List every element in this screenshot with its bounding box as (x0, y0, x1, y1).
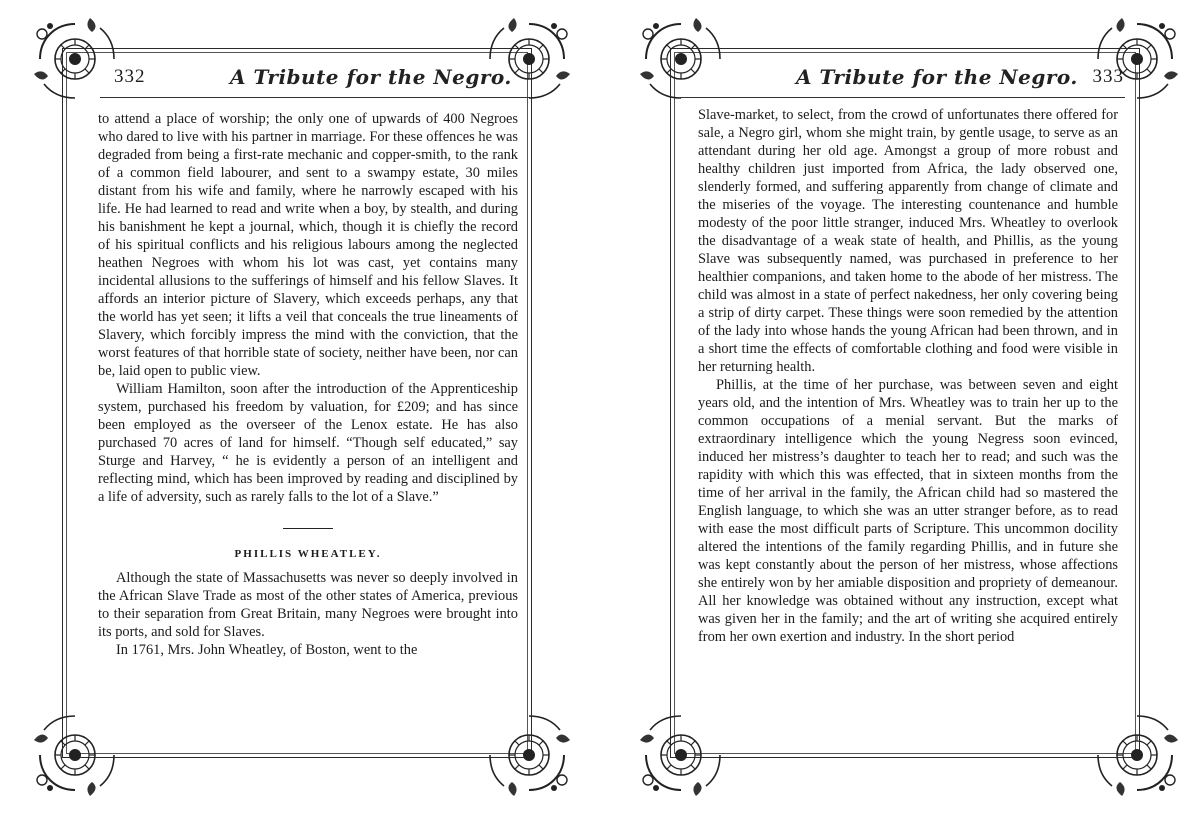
header-rule (100, 97, 530, 98)
page-number: 332 (114, 66, 146, 87)
page-number: 333 (1092, 66, 1124, 87)
paragraph: Although the state of Massachusetts was never so deeply involved in the African Slave Trade as most of the other states of America, previous to their separation from Great Britain, many Negroes were brought into its ports, and sold for Slaves. (98, 570, 518, 640)
corner-ornament-icon (30, 14, 120, 104)
right-page (600, 0, 1200, 816)
running-head (110, 52, 520, 102)
paragraph: Slave-market, to select, from the crowd of unfortunates there offered for sale, a Negro girl, whom she might train, by gentle usage, to serve as an attendant during her old age. Amongst a group of more robust and healthy children just imported from Africa, the lady observed one, slenderly formed, and suffering apparently from change of climate and the miseries of the voyage. The interesting countenance and humble modesty of the poor little stranger, induced Mrs. Wheatley to overlook the disadvantage of a weak state of health, and Phillis, as the young Slave was subsequently named, was purchased in preference to her healthier companions, and taken home to the abode of her mistress. The child was almost in a state of perfect nakedness, her only covering being a strip of dirty carpet. These things were soon remedied by the attention of the lady into whose hands the young African had been thrown, and in a short time the effects of comfortable clothing and food were visible in her returning health. (698, 107, 1118, 375)
paragraph: to attend a place of worship; the only one of upwards of 400 Negroes who dared to live with his partner in marriage. For these offences he was degraded from being a first-rate mechanic and copper-smith, to the rank of a common field labourer, and sent to a swampy estate, 30 miles distant from his wife and family, where he narrowly escaped with his life. He had learned to read and write when a boy, by stealth, and during his banishment he kept a journal, which, though it is chiefly the record of his spiritual conflicts and his religious labours among the neglected heathen Negroes with whom his lot was cast, yet contains many incidental allusions to the sufferings of himself and his fellow Slaves. It affords an interior picture of Slavery, which exceeds perhaps, any that the world has yet seen; it lifts a veil that conceals the true lineaments of Slavery, which forcibly impress the mind with the conviction, that the worst features of that horrible state of society, neither have been, nor can be, laid open to public view. (98, 111, 518, 379)
running-head (678, 52, 1124, 102)
running-title: A Tribute for the Negro. (796, 65, 1078, 89)
corner-ornament-icon (1092, 14, 1182, 104)
corner-ornament-icon (1092, 710, 1182, 800)
page-body (98, 110, 518, 659)
paragraph: William Hamilton, soon after the introduction of the Apprenticeship system, purchased his freedom by valuation, for £209; and has since been employed as the overseer of the Lenox estate. He has also purchased 70 acres of land for himself. “Though self educated,” say Sturge and Harvey, “ he is evidently a person of an intelligent and reflecting mind, which has been improved by reading and disciplined by a life of adversity, such as rarely falls to the lot of a Slave.” (98, 381, 518, 505)
paragraph: In 1761, Mrs. John Wheatley, of Boston, went to the (116, 642, 418, 658)
corner-ornament-icon (30, 710, 120, 800)
header-rule (680, 97, 1125, 98)
section-divider (283, 528, 333, 529)
corner-ornament-icon (484, 710, 574, 800)
running-title: A Tribute for the Negro. (230, 65, 512, 89)
corner-ornament-icon (636, 710, 726, 800)
paragraph: Phillis, at the time of her purchase, was between seven and eight years old, and the intention of Mrs. Wheatley was to train her up to the common occupations of a menial servant. But the marks of extraordinary intelligence which the young Negress soon evinced, induced her mistress’s daughter to teach her to read; and such was the rapidity with which this was effected, that in sixteen months from the time of her arrival in the family, the African child had so mastered the English language, to which she was an utter stranger before, as to read with ease the most difficult parts of Scripture. This uncommon docility altered the intentions of the family regarding Phillis, and in future she was kept constantly about the person of her mistress, whose affections she entirely won by her amiable disposition and propriety of demeanour. All her knowledge was obtained without any instruction, except what was given her in the family; and the art of writing she acquired entirely from her own exertion and industry. In the short period (698, 377, 1118, 645)
section-heading: PHILLIS WHEATLEY. (234, 548, 382, 560)
page-body (698, 106, 1118, 646)
